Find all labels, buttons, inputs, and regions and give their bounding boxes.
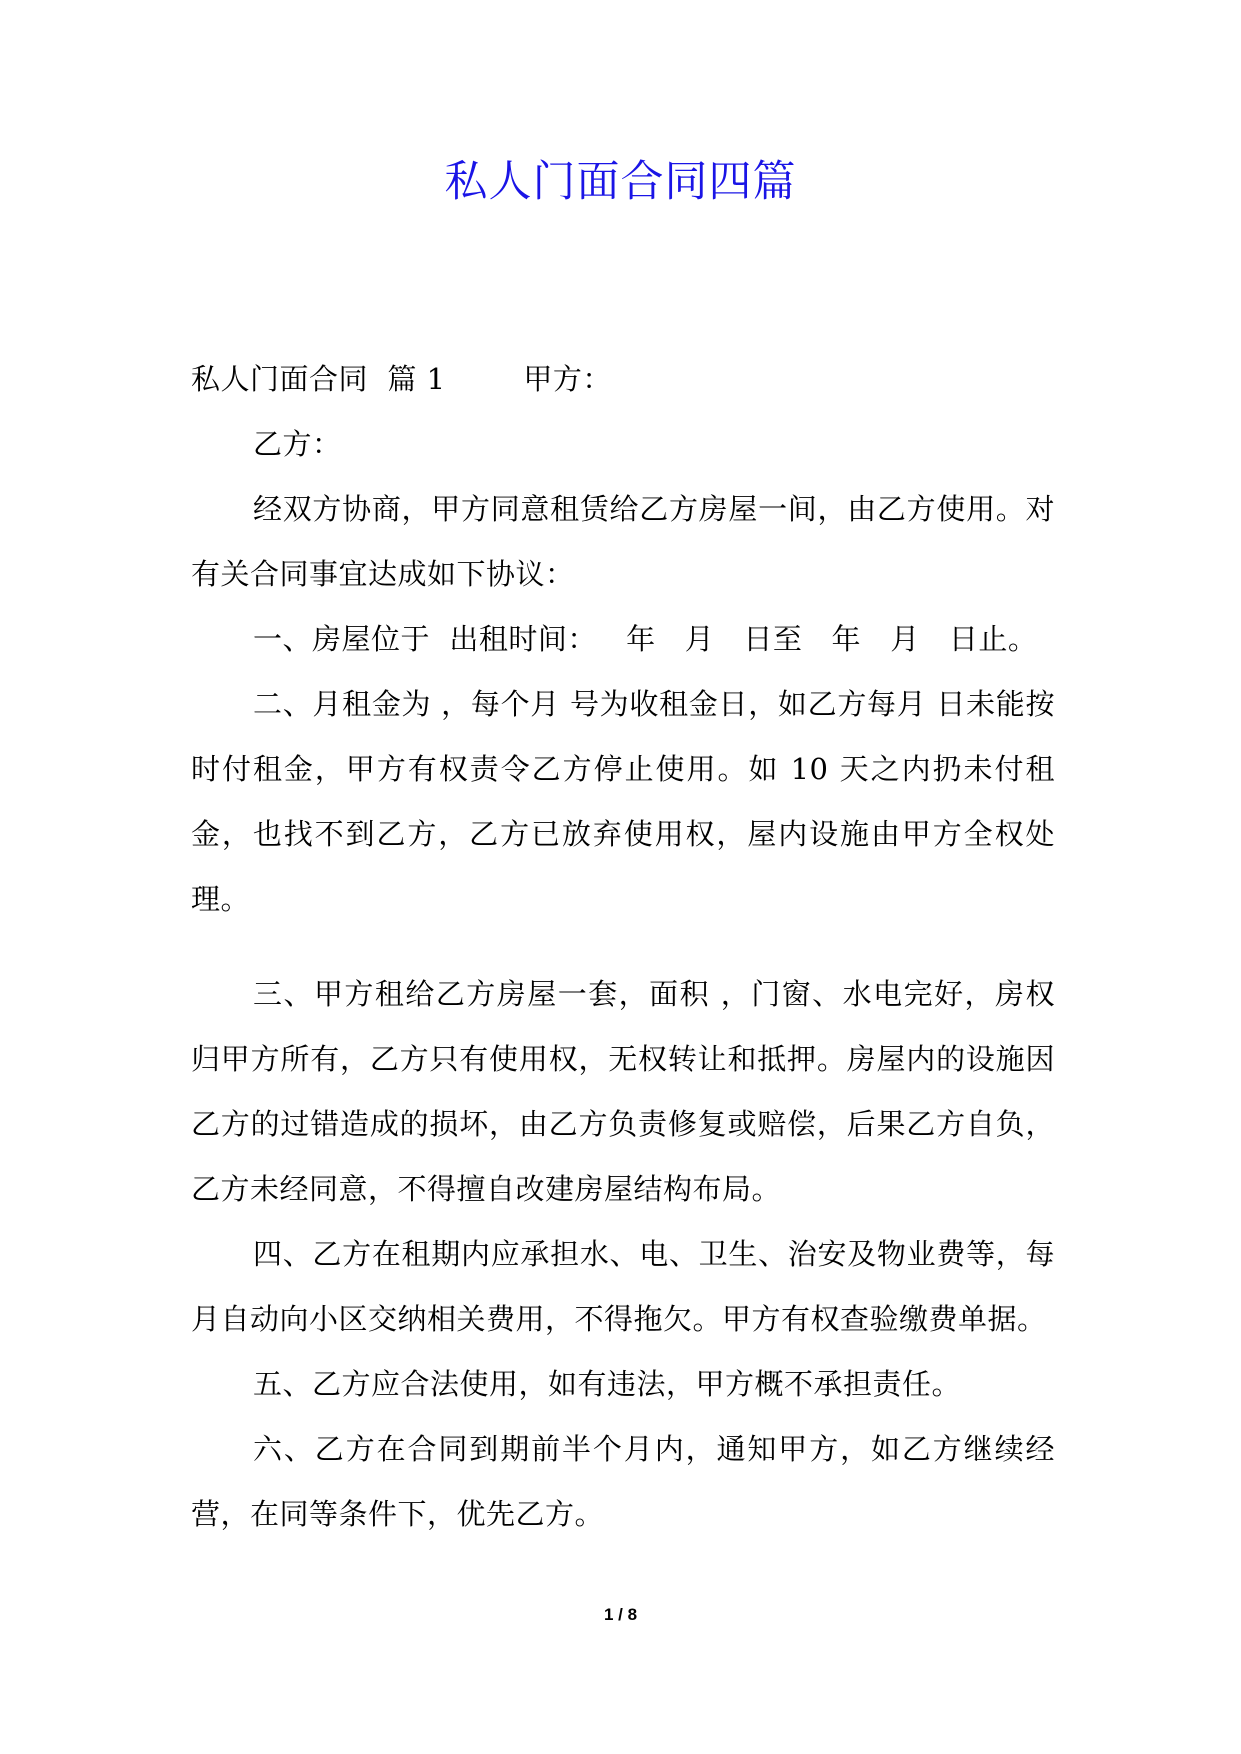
paragraph-clause-3: 三、甲方租给乙方房屋一套，面积 ，门窗、水电完好，房权归甲方所有，乙方只有使用权，无权转让和抵押。房屋内的设施因乙方的过错造成的损坏，由乙方负责修复或赔偿，后果乙方自负，乙方未经同意，不得擅自改建房屋结构布局。: [191, 977, 1055, 1206]
contract-heading-line: 私人门面合同 篇 1 甲方：: [191, 362, 612, 396]
paragraph-clause-6: 六、乙方在合同到期前半个月内，通知甲方，如乙方继续经营，在同等条件下，优先乙方。: [191, 1432, 1055, 1531]
document-title: 私人门面合同四篇: [444, 157, 797, 207]
paragraph-clause-2: 二、月租金为 ，每个月 号为收租金日，如乙方每月 日未能按时付租金，甲方有权责令乙方停止使用。如 10 天之内扔未付租金，也找不到乙方，乙方已放弃使用权，屋内设施由甲方全权处理。: [191, 687, 1055, 916]
paragraph-clause-1: 一、房屋位于 出租时间： 年 月 日至 年 月 日止。: [253, 622, 1038, 656]
paragraph-party-b: 乙方：: [253, 427, 342, 461]
document-body: [191, 347, 1055, 1547]
paragraph-clause-5: 五、乙方应合法使用，如有违法，甲方概不承担责任。: [253, 1367, 962, 1401]
paragraph-clause-4: 四、乙方在租期内应承担水、电、卫生、治安及物业费等，每月自动向小区交纳相关费用，不得拖欠。甲方有权查验缴费单据。: [191, 1237, 1055, 1336]
paragraph-intro: 经双方协商，甲方同意租赁给乙方房屋一间，由乙方使用。对有关合同事宜达成如下协议：: [191, 492, 1055, 591]
page-number: 1 / 8: [603, 1605, 638, 1624]
